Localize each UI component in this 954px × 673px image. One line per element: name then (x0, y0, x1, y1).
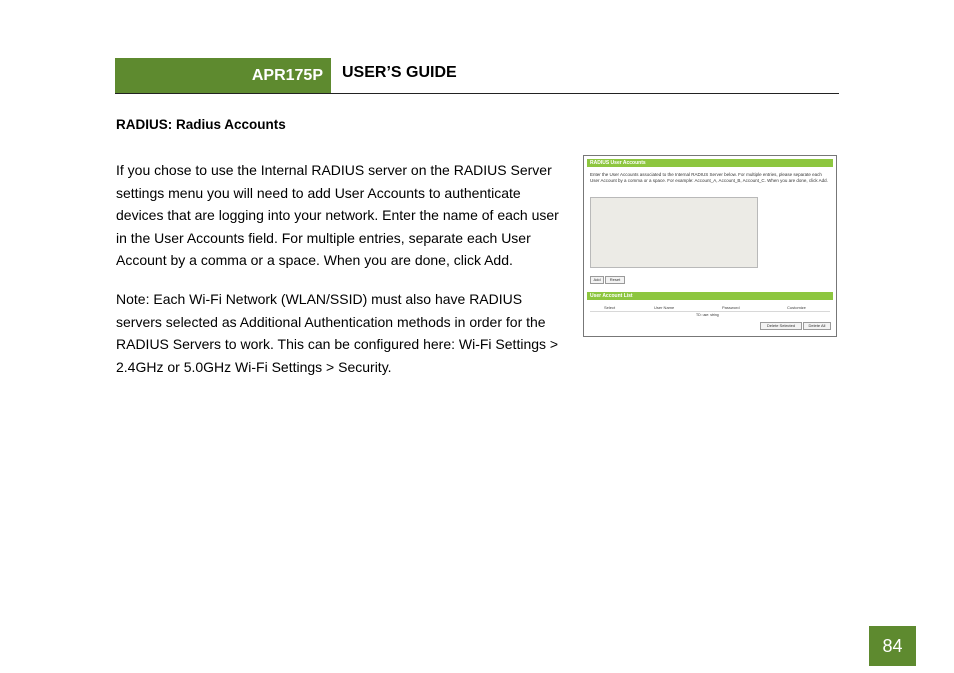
section-title: RADIUS: Radius Accounts (116, 117, 286, 132)
product-label (115, 58, 331, 93)
column-select: Select (604, 305, 616, 310)
user-accounts-textarea[interactable] (590, 197, 758, 268)
table-cell: TD: use: string (696, 313, 719, 317)
column-password: Password (722, 305, 740, 310)
add-button[interactable]: Add (590, 276, 604, 284)
delete-all-button[interactable]: Delete All (803, 322, 831, 330)
user-accounts-bar: RADIUS User Accounts (587, 159, 833, 167)
table-divider (590, 311, 830, 312)
column-user-name: User Name (654, 305, 675, 310)
radius-accounts-screenshot (583, 155, 837, 337)
intro-paragraph: If you chose to use the Internal RADIUS server on the RADIUS Server settings menu you will need to add User Accounts to authenticate devices that are logging into your network. Enter the name of each user in the User Accounts field. For multiple entries, separate each User Account by a comma or a space. When you are done, click Add. (116, 162, 559, 268)
guide-title: USER’S GUIDE (342, 64, 457, 81)
user-account-list-bar: User Account List (587, 292, 833, 300)
product-name: APR175P (251, 66, 323, 84)
note-paragraph: Note: Each Wi-Fi Network (WLAN/SSID) must also have RADIUS servers selected as Additional Authentication methods in order for the RADIUS Servers to work. This can be configured here: Wi-Fi Settings > 2.4GHz or 5.0GHz Wi-Fi Settings > Security. (116, 291, 559, 375)
column-customize: Customize (787, 305, 806, 310)
delete-selected-button[interactable]: Delete Selected (760, 322, 802, 330)
header-divider (115, 93, 839, 94)
instructions-text: Enter the User Accounts associated to the Internal RADIUS Server below. For multiple entries, please separate each User Account by a comma or a space. For example: Account_A, Account_B, Account_C. When you are done, click Add. (590, 172, 828, 183)
reset-button[interactable]: Reset (605, 276, 625, 284)
page-number: 84 (869, 626, 916, 666)
